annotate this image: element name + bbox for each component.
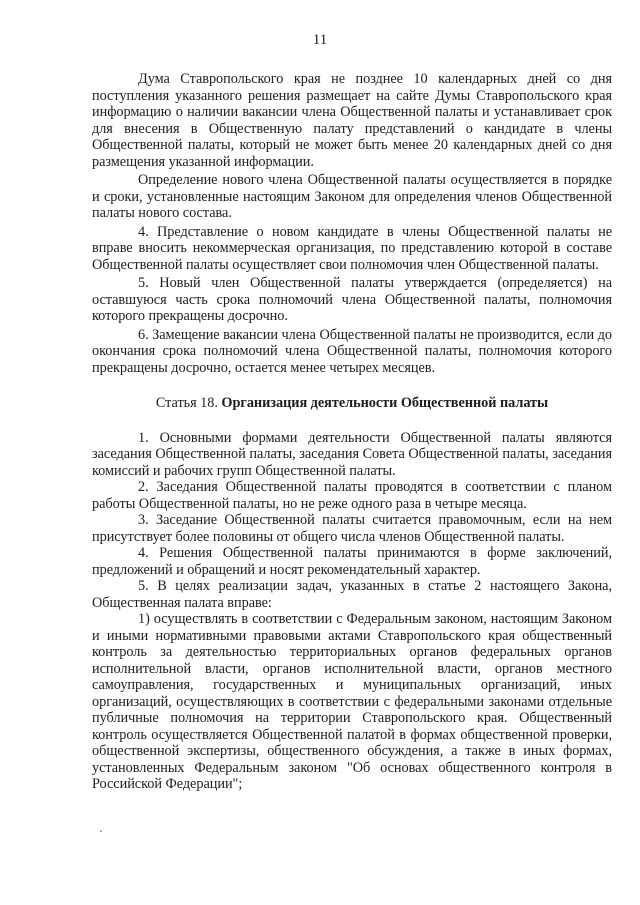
paragraph: 5. В целях реализации задач, указанных в статье 2 настоящего Закона, Общественная палата вправе: [92,578,612,611]
article-heading [92,395,612,412]
paragraph: 4. Представление о новом кандидате в члены Общественной палаты не вправе вносить некоммерческая организация, по представлению которой в составе Общественной палаты осуществляет свои полномочия член Общественной палаты. [92,223,612,273]
paragraph: 4. Решения Общественной палаты принимаются в форме заключений, предложений и обращений и носят рекомендательный характер. [92,545,612,578]
paragraph: 1. Основными формами деятельности Общественной палаты являются заседания Общественной палаты, заседания Совета Общественной палаты, заседания комиссий и рабочих групп Общественной палаты. [92,429,612,479]
scan-speck [100,830,102,832]
page-number: 11 [312,32,328,48]
paragraph: 1) осуществлять в соответствии с Федеральным законом, настоящим Законом и иными нормативными правовыми актами Ставропольского края общественный контроль за деятельностью территориальных органов федеральных органов исполнительной власти, органов исполнительной власти, органов местного самоуправления, государственных и муниципальных организаций, иных организаций, осуществляющих в соответствии с федеральными законами отдельные публичные полномочия на территории Ставропольского края. Общественный контроль осуществляется Общественной палатой в формах общественной проверки, общественной экспертизы, общественного обсуждения, а также в иных формах, установленных Федеральным законом "Об основах общественного контроля в Российской Федерации"; [92,611,612,792]
article-prefix: Статья 18. [155,395,218,411]
paragraph: 6. Замещение вакансии члена Общественной палаты не производится, если до окончания срока полномочий члена Общественной палаты, полномочия которого прекращены досрочно, остается менее четырех месяцев. [92,326,612,376]
paragraph: 2. Заседания Общественной палаты проводятся в соответствии с планом работы Общественной палаты, но не реже одного раза в четыре месяца. [92,479,612,512]
paragraph: 3. Заседание Общественной палаты считается правомочным, если на нем присутствует более половины от общего числа членов Общественной палаты. [92,512,612,545]
article-title: Организация деятельности Общественной палаты [221,395,549,411]
paragraph: 5. Новый член Общественной палаты утверждается (определяется) на оставшуюся часть срока полномочий члена Общественной палаты, полномочия которого прекращены досрочно. [92,275,612,324]
paragraph: Определение нового члена Общественной палаты осуществляется в порядке и сроки, установленные настоящим Законом для определения членов Общественной палаты нового состава. [92,172,612,221]
document-body [92,71,612,793]
paragraph: Дума Ставропольского края не позднее 10 календарных дней со дня поступления указанного решения размещает на сайте Думы Ставропольского края информацию о наличии вакансии члена Общественной палаты и устанавливает срок для внесения в Общественную палату представлений о кандидате в члены Общественной палаты, который не может быть менее 20 календарных дней со дня размещения указанной информации. [92,71,612,170]
